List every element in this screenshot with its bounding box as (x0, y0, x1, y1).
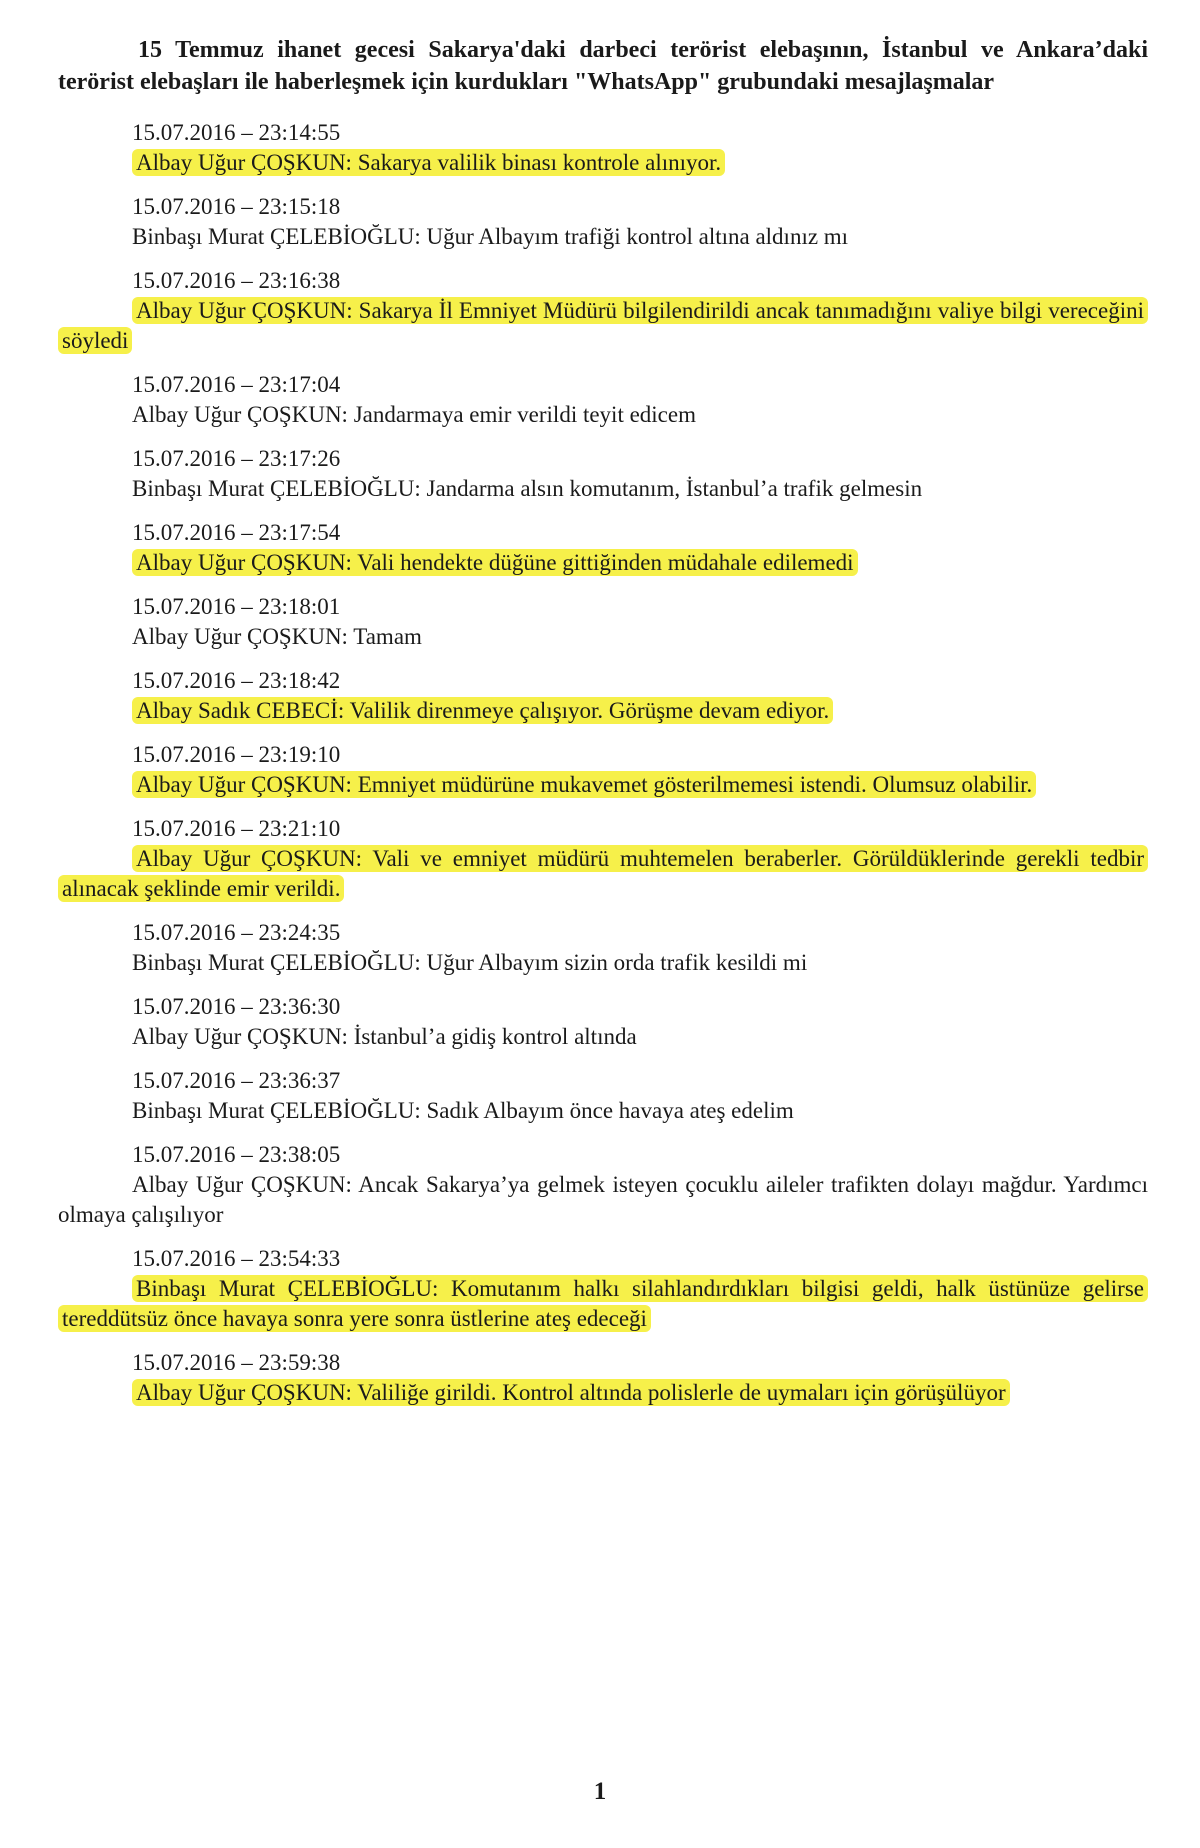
message-text (58, 222, 1148, 252)
message-timestamp: 15.07.2016 – 23:18:01 (132, 594, 341, 619)
highlighted-message-text (58, 844, 1148, 904)
message-text-span: Albay Uğur ÇOŞKUN: Tamam (132, 624, 422, 649)
message-timestamp: 15.07.2016 – 23:17:54 (132, 520, 341, 545)
message-text-span: Albay Uğur ÇOŞKUN: Jandarmaya emir verildi teyit edicem (132, 402, 696, 427)
message-list (58, 118, 1148, 1408)
message-text-span: Binbaşı Murat ÇELEBİOĞLU: Sadık Albayım önce havaya ateş edelim (132, 1098, 794, 1123)
message-entry (58, 118, 1148, 178)
message-entry (58, 444, 1148, 504)
message-timestamp: 15.07.2016 – 23:19:10 (132, 742, 341, 767)
message-timestamp: 15.07.2016 – 23:16:38 (132, 268, 341, 293)
message-text (58, 948, 1148, 978)
highlighted-message-text (58, 1274, 1148, 1334)
highlighted-message-text (58, 548, 1148, 578)
message-timestamp: 15.07.2016 – 23:17:04 (132, 372, 341, 397)
message-timestamp: 15.07.2016 – 23:36:30 (132, 994, 341, 1019)
message-text-span: Albay Sadık CEBECİ: Valilik direnmeye çalışıyor. Görüşme devam ediyor. (132, 697, 833, 724)
message-text-span: Binbaşı Murat ÇELEBİOĞLU: Komutanım halkı silahlandırdıkları bilgisi geldi, halk üstünüze gelirse tereddütsüz önce havaya sonra yere sonra üstlerine ateş edeceği (58, 1275, 1148, 1332)
message-text-span: Albay Uğur ÇOŞKUN: Sakarya İl Emniyet Müdürü bilgilendirildi ancak tanımadığını valiye bilgi vereceğini söyledi (58, 297, 1148, 354)
message-text-span: Albay Uğur ÇOŞKUN: Vali ve emniyet müdürü muhtemelen beraberler. Görüldüklerinde gerekli tedbir alınacak şeklinde emir verildi. (58, 845, 1148, 902)
highlighted-message-text (58, 1378, 1148, 1408)
message-timestamp: 15.07.2016 – 23:54:33 (132, 1246, 341, 1271)
message-timestamp: 15.07.2016 – 23:15:18 (132, 194, 341, 219)
message-entry (58, 192, 1148, 252)
message-entry (58, 740, 1148, 800)
message-text (58, 1096, 1148, 1126)
message-timestamp: 15.07.2016 – 23:24:35 (132, 920, 341, 945)
message-text (58, 622, 1148, 652)
document-title: 15 Temmuz ihanet gecesi Sakarya'daki darbeci terörist elebaşının, İstanbul ve Ankara’daki terörist elebaşları ile haberleşmek için kurdukları "WhatsApp" grubundaki mesajlaşmalar (58, 37, 1148, 95)
message-timestamp: 15.07.2016 – 23:18:42 (132, 668, 341, 693)
message-text-span: Albay Uğur ÇOŞKUN: Vali hendekte düğüne gittiğinden müdahale edilemedi (132, 549, 858, 576)
message-text-span: Binbaşı Murat ÇELEBİOĞLU: Uğur Albayım trafiği kontrol altına aldınız mı (132, 224, 849, 249)
message-timestamp: 15.07.2016 – 23:17:26 (132, 446, 341, 471)
highlighted-message-text (58, 696, 1148, 726)
message-entry (58, 518, 1148, 578)
message-entry (58, 992, 1148, 1052)
message-entry (58, 666, 1148, 726)
highlighted-message-text (58, 296, 1148, 356)
message-text (58, 400, 1148, 430)
message-timestamp: 15.07.2016 – 23:36:37 (132, 1068, 341, 1093)
highlighted-message-text (58, 770, 1148, 800)
message-entry (58, 1244, 1148, 1334)
message-text (58, 1022, 1148, 1052)
message-text-span: Binbaşı Murat ÇELEBİOĞLU: Jandarma alsın komutanım, İstanbul’a trafik gelmesin (132, 476, 923, 501)
message-entry (58, 1066, 1148, 1126)
message-text-span: Albay Uğur ÇOŞKUN: Emniyet müdürüne mukavemet gösterilmemesi istendi. Olumsuz olabilir. (132, 771, 1036, 798)
message-timestamp: 15.07.2016 – 23:21:10 (132, 816, 341, 841)
page-number: 1 (593, 1778, 607, 1805)
message-text-span: Albay Uğur ÇOŞKUN: Ancak Sakarya’ya gelmek isteyen çocuklu aileler trafikten dolayı mağdur. Yardımcı olmaya çalışılıyor (58, 1172, 1148, 1227)
message-timestamp: 15.07.2016 – 23:59:38 (132, 1350, 341, 1375)
message-text-span: Albay Uğur ÇOŞKUN: Sakarya valilik binası kontrole alınıyor. (132, 149, 725, 176)
message-text-span: Binbaşı Murat ÇELEBİOĞLU: Uğur Albayım sizin orda trafik kesildi mi (132, 950, 808, 975)
message-entry (58, 370, 1148, 430)
message-text-span: Albay Uğur ÇOŞKUN: İstanbul’a gidiş kontrol altında (132, 1024, 637, 1049)
highlighted-message-text (58, 148, 1148, 178)
message-entry (58, 918, 1148, 978)
message-entry (58, 814, 1148, 904)
message-text (58, 474, 1148, 504)
message-text-span: Albay Uğur ÇOŞKUN: Valiliğe girildi. Kontrol altında polislerle de uymaları için görüşülüyor (132, 1379, 1010, 1406)
message-entry (58, 266, 1148, 356)
message-text (58, 1170, 1148, 1230)
message-timestamp: 15.07.2016 – 23:38:05 (132, 1142, 341, 1167)
message-timestamp: 15.07.2016 – 23:14:55 (132, 120, 341, 145)
message-entry (58, 1140, 1148, 1230)
message-entry (58, 592, 1148, 652)
message-entry (58, 1348, 1148, 1408)
